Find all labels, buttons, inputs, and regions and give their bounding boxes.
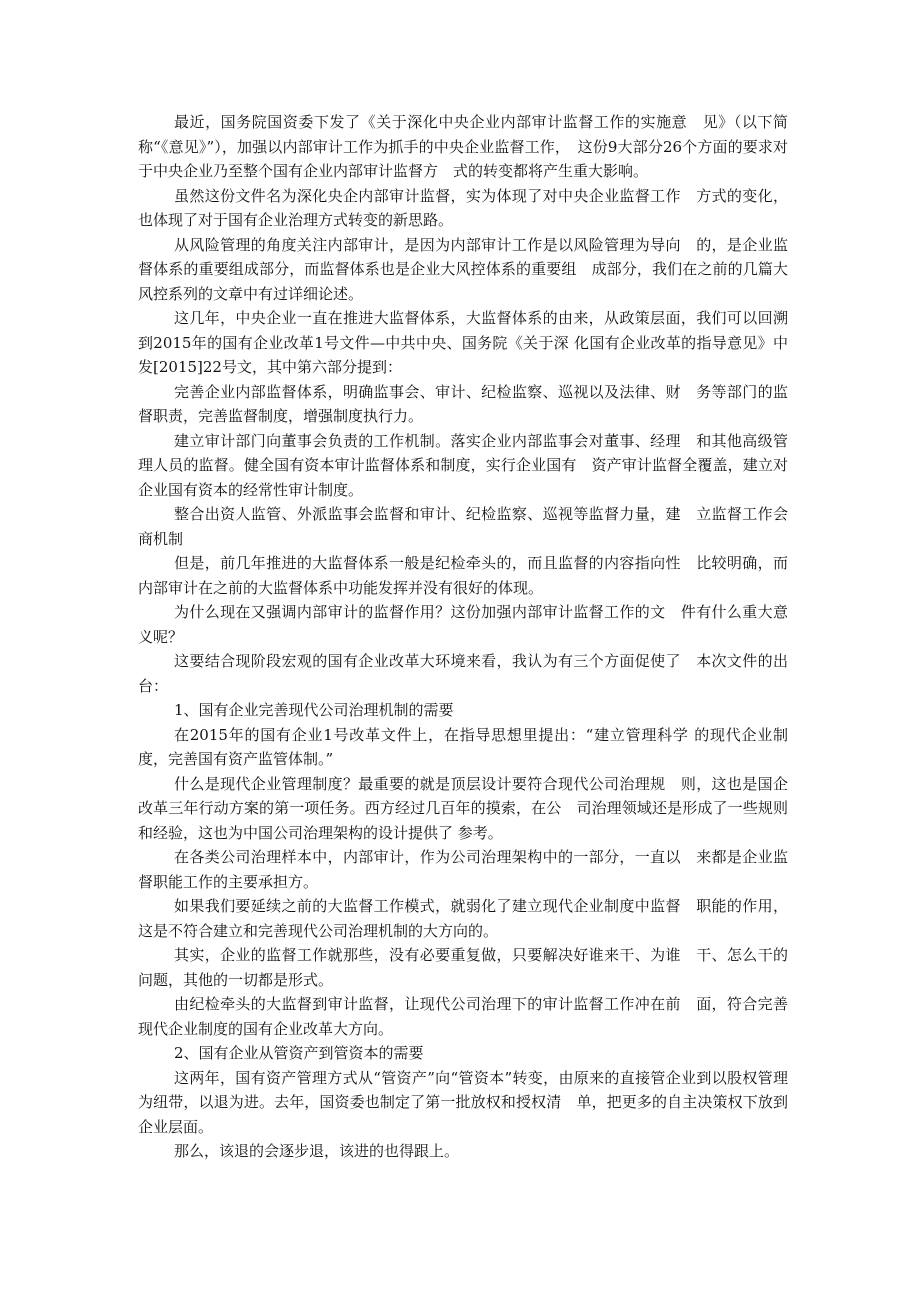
paragraph: 虽然这份文件名为深化央企内部审计监督，实为体现了对中央企业监督工作 方式的变化，也体现了对于国有企业治理方式转变的新思路。 [138, 186, 788, 229]
paragraph: 在各类公司治理样本中，内部审计，作为公司治理架构中的一部分，一直以 来都是企业监督职能工作的主要承担方。 [138, 848, 788, 891]
section-heading-2: 2、国有企业从管资产到管资本的需要 [174, 1044, 424, 1062]
paragraph: 那么，该退的会逐步退，该进的也得跟上。 [174, 1142, 460, 1160]
paragraph: 从风险管理的角度关注内部审计，是因为内部审计工作是以风险管理为导向 的，是企业监督体系的重要组成部分，而监督体系也是企业大风控体系的重要组 成部分，我们在之前的几篇大风控系列的文章中有过详细论述。 [138, 235, 788, 303]
paragraph-intro: 最近，国务院国资委下发了《关于深化中央企业内部审计监督工作的实施意 见》（以下简称“《意见》”），加强以内部审计工作为抓手的中央企业监督工作， 这份9大部分26个方面的要求对于中央企业乃至整个国有企业内部审计监督方 式的转变都将产生重大影响。 [138, 113, 788, 180]
quoted-paragraph: 整合出资人监管、外派监事会监督和审计、纪检监察、巡视等监督力量，建 立监督工作会商机制 [138, 505, 788, 548]
paragraph: 其实，企业的监督工作就那些，没有必要重复做，只要解决好谁来干、为谁 干、怎么干的问题，其他的一切都是形式。 [138, 946, 788, 989]
paragraph: 但是，前几年推进的大监督体系一般是纪检牵头的，而且监督的内容指向性 比较明确，而内部审计在之前的大监督体系中功能发挥并没有很好的体现。 [138, 554, 788, 597]
paragraph: 这几年，中央企业一直在推进大监督体系，大监督体系的由来，从政策层面，我们可以回溯到2015年的国有企业改革1号文件—中共中央、国务院《关于深 化国有企业改革的指导意见》中发[2015]22号文，其中第六部分提到： [138, 309, 788, 376]
paragraph: 这两年，国有资产管理方式从“管资产”向“管资本”转变，由原来的直接管企业到以股权管理为纽带，以退为进。去年，国资委也制定了第一批放权和授权清 单，把更多的自主决策权下放到企业层面。 [138, 1068, 788, 1136]
paragraph: 什么是现代企业管理制度？最重要的就是顶层设计要符合现代公司治理规 则，这也是国企改革三年行动方案的第一项任务。西方经过几百年的摸索，在公 司治理领域还是形成了一些规则和经验，这也为中国公司治理架构的设计提供了 参考。 [138, 774, 788, 842]
paragraph: 由纪检牵头的大监督到审计监督，让现代公司治理下的审计监督工作冲在前 面，符合完善现代企业制度的国有企业改革大方向。 [138, 995, 788, 1038]
paragraph: 在2015年的国有企业1号改革文件上，在指导思想里提出：“建立管理科学 的现代企业制度，完善国有资产监管体制。” [138, 725, 788, 768]
quoted-paragraph: 建立审计部门向董事会负责的工作机制。落实企业内部监事会对董事、经理 和其他高级管理人员的监督。健全国有资本审计监督体系和制度，实行企业国有 资产审计监督全覆盖，建立对企业国有资本的经常性审计制度。 [138, 431, 788, 499]
paragraph: 如果我们要延续之前的大监督工作模式，就弱化了建立现代企业制度中监督 职能的作用，这是不符合建立和完善现代公司治理机制的大方向的。 [138, 897, 788, 940]
paragraph: 这要结合现阶段宏观的国有企业改革大环境来看，我认为有三个方面促使了 本次文件的出台： [138, 652, 788, 695]
quoted-paragraph: 完善企业内部监督体系，明确监事会、审计、纪检监察、巡视以及法律、财 务等部门的监督职责，完善监督制度，增强制度执行力。 [138, 382, 788, 425]
section-heading-1: 1、国有企业完善现代公司治理机制的需要 [174, 701, 454, 719]
paragraph: 为什么现在又强调内部审计的监督作用？这份加强内部审计监督工作的文 件有什么重大意义呢？ [138, 603, 788, 646]
document-body [138, 110, 788, 1164]
